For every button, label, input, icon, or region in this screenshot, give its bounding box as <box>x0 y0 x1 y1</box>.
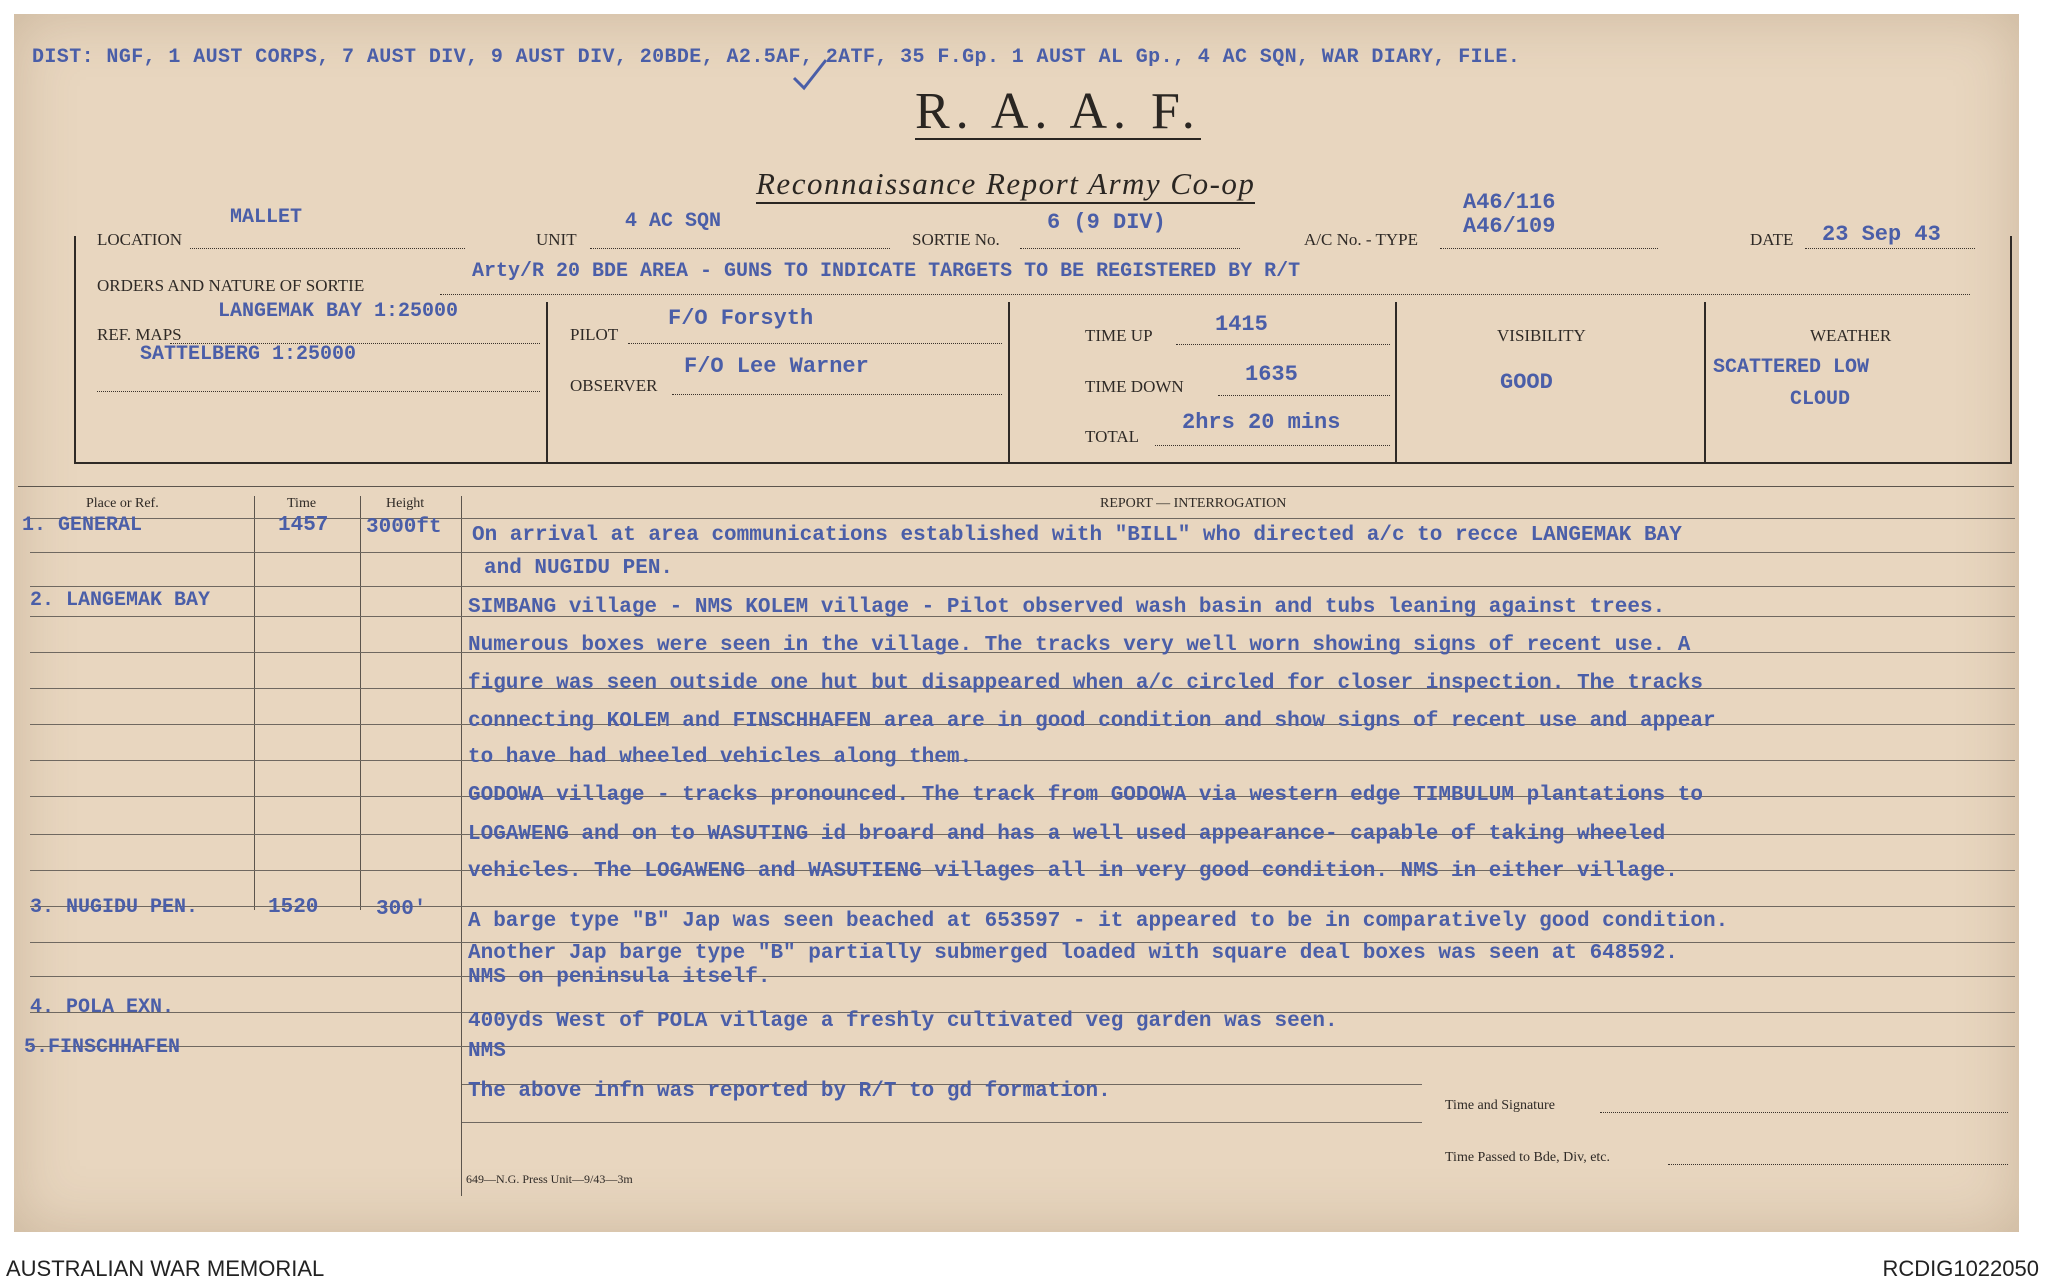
distribution-line: DIST: NGF, 1 AUST CORPS, 7 AUST DIV, 9 AUST DIV, 20BDE, A2.5AF, 2ATF, 35 F.Gp. 1 AUST AL Gp., 4 AC SQN, WAR DIARY, FILE. <box>32 46 1521 69</box>
row-2-line-5: to have had wheeled vehicles along them. <box>468 746 973 769</box>
weather-label: WEATHER <box>1810 326 1892 345</box>
unit-value: 4 AC SQN <box>625 210 722 233</box>
sortie-value: 6 (9 DIV) <box>1047 210 1166 235</box>
weather-value-1: SCATTERED LOW <box>1713 356 1870 379</box>
time-down-value: 1635 <box>1245 362 1298 387</box>
pilot-label: PILOT <box>570 325 619 344</box>
location-value: MALLET <box>230 206 303 229</box>
weather-value-2: CLOUD <box>1790 388 1851 411</box>
row-1-line-2: and NUGIDU PEN. <box>484 557 674 580</box>
time-column-header: Time <box>287 496 317 511</box>
row-2-line-2: Numerous boxes were seen in the village. The tracks very well worn showing signs of recent use. A <box>468 634 1691 657</box>
time-passed-label: Time Passed to Bde, Div, etc. <box>1445 1150 1611 1165</box>
row-3-line-1: A barge type "B" Jap was seen beached at 653597 - it appeared to be in comparatively good condition. <box>468 910 1729 933</box>
total-label: TOTAL <box>1085 427 1140 446</box>
unit-label: UNIT <box>536 230 577 249</box>
ac-type-label: A/C No. - TYPE <box>1304 230 1418 249</box>
row-1-line-1: On arrival at area communications established with "BILL" who directed a/c to recce LANGEMAK BAY <box>472 524 1682 547</box>
row-3-time: 1520 <box>268 896 319 919</box>
org-title: R. A. A. F. <box>915 83 1201 140</box>
observer-value: F/O Lee Warner <box>684 354 869 379</box>
ac-value-1: A46/116 <box>1463 190 1556 215</box>
time-down-label: TIME DOWN <box>1085 377 1184 396</box>
ruled-line <box>30 976 2015 977</box>
ruled-line <box>30 906 2015 907</box>
row-4-place: 4. POLA EXN. <box>30 996 175 1019</box>
report-column-header: REPORT — INTERROGATION <box>1100 496 1287 511</box>
refmaps-label: REF. MAPS <box>97 325 182 344</box>
row-5-place: 5.FINSCHHAFEN <box>24 1036 181 1059</box>
place-column-header: Place or Ref. <box>86 496 159 511</box>
ruled-line <box>30 586 2015 587</box>
row-2-place: 2. LANGEMAK BAY <box>30 589 211 612</box>
row-5-line-1: NMS <box>468 1040 506 1063</box>
total-value: 2hrs 20 mins <box>1182 410 1341 435</box>
check-mark-icon <box>790 58 830 92</box>
row-2-line-3: figure was seen outside one hut but disappeared when a/c circled for closer inspection. The tracks <box>468 672 1704 695</box>
time-up-value: 1415 <box>1215 312 1268 337</box>
row-3-height: 300' <box>376 898 427 921</box>
row-2-line-6: GODOWA village - tracks pronounced. The track from GODOWA via western edge TIMBULUM plantations to <box>468 784 1704 807</box>
refmaps-value-2: SATTELBERG 1:25000 <box>140 343 357 366</box>
ruled-line <box>462 1122 1422 1123</box>
visibility-value: GOOD <box>1500 370 1553 395</box>
row-2-line-4: connecting KOLEM and FINSCHHAFEN area are in good condition and show signs of recent use and appear <box>468 710 1716 733</box>
orders-value: Arty/R 20 BDE AREA - GUNS TO INDICATE TARGETS TO BE REGISTERED BY R/T <box>472 260 1301 283</box>
row-5-line-2: The above infn was reported by R/T to gd formation. <box>468 1080 1111 1103</box>
row-2-line-1: SIMBANG village - NMS KOLEM village - Pilot observed wash basin and tubs leaning against trees. <box>468 596 1666 619</box>
orders-label: ORDERS AND NATURE OF SORTIE <box>97 276 365 295</box>
location-label: LOCATION <box>97 230 182 249</box>
observer-label: OBSERVER <box>570 376 658 395</box>
row-3-line-3: NMS on peninsula itself. <box>468 966 771 989</box>
date-label: DATE <box>1750 230 1794 249</box>
row-3-place: 3. NUGIDU PEN. <box>30 896 199 919</box>
refmaps-value-1: LANGEMAK BAY 1:25000 <box>218 300 459 323</box>
row-1-time: 1457 <box>278 514 329 537</box>
time-signature-label: Time and Signature <box>1445 1098 1555 1113</box>
time-up-label: TIME UP <box>1085 326 1153 345</box>
pilot-value: F/O Forsyth <box>668 306 814 331</box>
row-4-line-1: 400yds West of POLA village a freshly cultivated veg garden was seen. <box>468 1010 1338 1033</box>
ruled-line <box>30 760 2015 761</box>
row-2-line-8: vehicles. The LOGAWENG and WASUTIENG villages all in very good condition. NMS in either village. <box>468 860 1678 883</box>
sortie-label: SORTIE No. <box>912 230 1000 249</box>
row-3-line-2: Another Jap barge type "B" partially submerged loaded with square deal boxes was seen at 648592. <box>468 942 1678 965</box>
ruled-line <box>30 552 2015 553</box>
print-code: 649—N.G. Press Unit—9/43—3m <box>466 1172 633 1186</box>
footer-source: AUSTRALIAN WAR MEMORIAL <box>6 1256 325 1281</box>
row-1-place: 1. GENERAL <box>22 514 143 537</box>
footer-id: RCDIG1022050 <box>1882 1256 2039 1281</box>
ac-value-2: A46/109 <box>1463 214 1556 239</box>
height-column-header: Height <box>386 496 425 511</box>
date-value: 23 Sep 43 <box>1822 222 1941 247</box>
row-2-line-7: LOGAWENG and on to WASUTING id broard and has a well used appearance- capable of taking wheeled <box>468 823 1666 846</box>
form-title: Reconnaissance Report Army Co-op <box>756 166 1255 204</box>
row-1-height: 3000ft <box>366 516 442 539</box>
visibility-label: VISIBILITY <box>1497 326 1586 345</box>
ruled-line <box>30 1046 2015 1047</box>
